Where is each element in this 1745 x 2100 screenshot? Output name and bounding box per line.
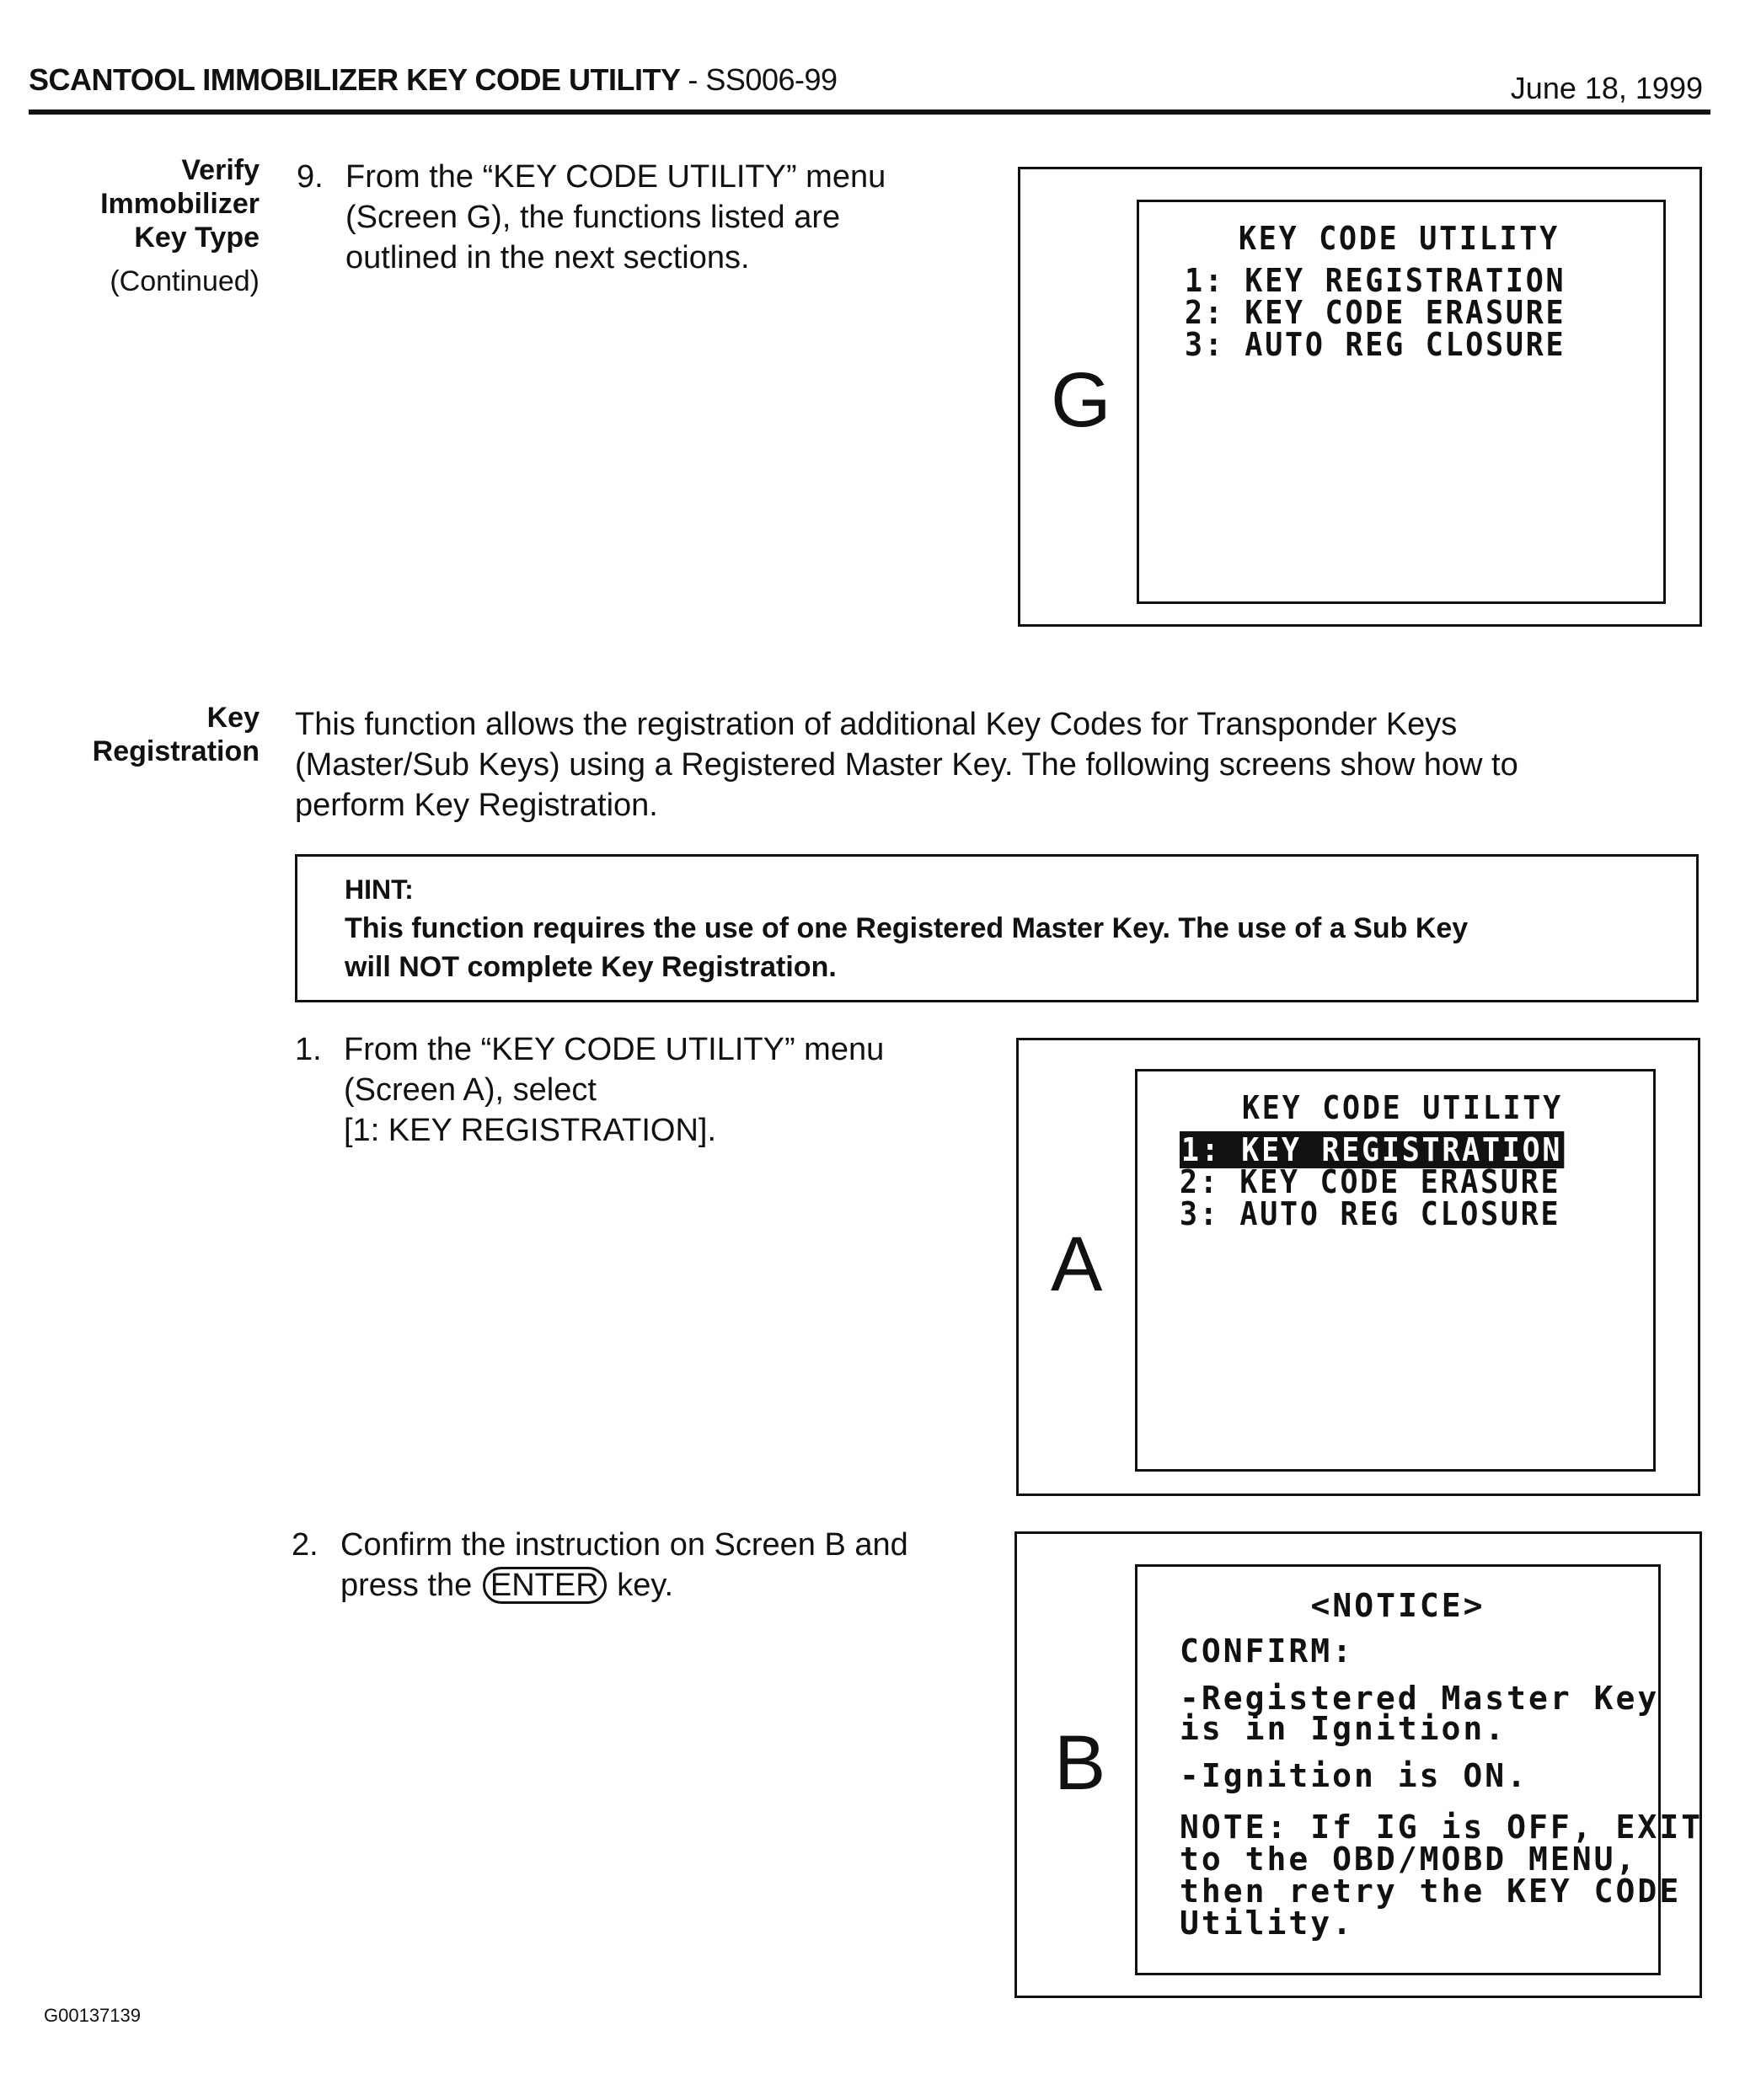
section-label-line: Verify — [181, 154, 260, 186]
screen-g-frame — [1018, 167, 1702, 627]
document-date: June 18, 1999 — [1510, 71, 1703, 105]
notice-note — [1180, 1809, 1704, 1942]
document-title-text: SCANTOOL IMMOBILIZER KEY CODE UTILITY — [29, 62, 680, 97]
notice-line: then retry the KEY CODE — [1180, 1873, 1682, 1910]
display-menu — [1180, 1131, 1564, 1232]
step-number: 9. — [297, 159, 324, 195]
step-text-line: (Screen G), the functions listed are — [345, 200, 841, 235]
enter-key-icon: ENTER — [483, 1567, 607, 1604]
step-text-line: From the “KEY CODE UTILITY” menu — [345, 159, 886, 195]
notice-title: <NOTICE> — [1310, 1587, 1485, 1624]
step-number: 2. — [292, 1527, 318, 1563]
hint-line: will NOT complete Key Registration. — [345, 951, 837, 983]
step-text-line — [340, 1565, 908, 1606]
step-number: 1. — [295, 1032, 322, 1067]
step-text-fragment: press the — [340, 1568, 473, 1603]
scantool-display-g — [1137, 200, 1666, 604]
menu-item: 3: AUTO REG CLOSURE — [1185, 326, 1566, 363]
screen-b-frame — [1014, 1531, 1702, 1998]
notice-line: -Registered Master Key — [1180, 1680, 1660, 1717]
document-title — [29, 62, 838, 98]
display-menu — [1185, 262, 1566, 363]
screen-letter: G — [1051, 357, 1111, 443]
notice-confirm: CONFIRM: — [1180, 1632, 1355, 1670]
step-text — [340, 1525, 908, 1606]
scantool-display-a — [1135, 1069, 1656, 1472]
key-registration-intro — [295, 704, 1518, 826]
menu-item[interactable]: 3: AUTO REG CLOSURE — [1180, 1195, 1561, 1232]
notice-line: to the OBD/MOBD MENU, — [1180, 1841, 1638, 1878]
section-label-line: Registration — [92, 735, 260, 767]
menu-item: 2: KEY CODE ERASURE — [1185, 294, 1566, 331]
screen-a-frame — [1016, 1038, 1700, 1496]
screen-letter: B — [1054, 1720, 1106, 1806]
selected-item-text: 1: KEY REGISTRATION — [1180, 1131, 1563, 1168]
section-label-key-registration — [93, 701, 260, 768]
section-label-line: Immobilizer — [100, 188, 260, 220]
step-text — [344, 1029, 884, 1151]
step-text-line: Confirm the instruction on Screen B and — [340, 1527, 908, 1563]
step-text-line: outlined in the next sections. — [345, 240, 750, 275]
section-label-line: Key — [206, 702, 260, 734]
step-text-line: From the “KEY CODE UTILITY” menu — [344, 1032, 885, 1067]
screen-letter: A — [1051, 1221, 1103, 1307]
hint-line: This function requires the use of one Registered Master Key. The use of a Sub Key — [345, 912, 1469, 944]
display-title: KEY CODE UTILITY — [1239, 220, 1560, 257]
section-label-line: Key Type — [134, 222, 260, 254]
hint-title: HINT: — [345, 874, 414, 905]
notice-bullet-ignition: -Ignition is ON. — [1180, 1757, 1529, 1794]
section-label-continued: (Continued) — [110, 265, 260, 297]
hint-box — [295, 854, 1699, 1002]
figure-id: G00137139 — [44, 2005, 141, 2026]
header-divider — [29, 110, 1710, 115]
step-text — [345, 157, 886, 278]
menu-item: 1: KEY REGISTRATION — [1185, 262, 1566, 299]
notice-line: Utility. — [1180, 1905, 1355, 1942]
scantool-display-b — [1135, 1564, 1704, 1975]
intro-line: perform Key Registration. — [295, 788, 658, 823]
notice-bullet-master-key — [1180, 1680, 1660, 1747]
notice-line: NOTE: If IG is OFF, EXIT — [1180, 1809, 1704, 1846]
intro-line: (Master/Sub Keys) using a Registered Master Key. The following screens show how to — [295, 747, 1518, 783]
menu-item-selected[interactable] — [1180, 1131, 1564, 1168]
step-text-line: [1: KEY REGISTRATION]. — [344, 1113, 717, 1148]
document-code: - SS006-99 — [688, 62, 838, 97]
section-label-verify-key-type — [100, 153, 260, 298]
step-text-fragment: key. — [617, 1568, 674, 1603]
notice-line: is in Ignition. — [1180, 1710, 1507, 1747]
step-text-line: (Screen A), select — [344, 1072, 597, 1108]
menu-item[interactable]: 2: KEY CODE ERASURE — [1180, 1163, 1561, 1200]
display-title: KEY CODE UTILITY — [1242, 1089, 1563, 1126]
intro-line: This function allows the registration of additional Key Codes for Transponder Keys — [295, 707, 1458, 742]
